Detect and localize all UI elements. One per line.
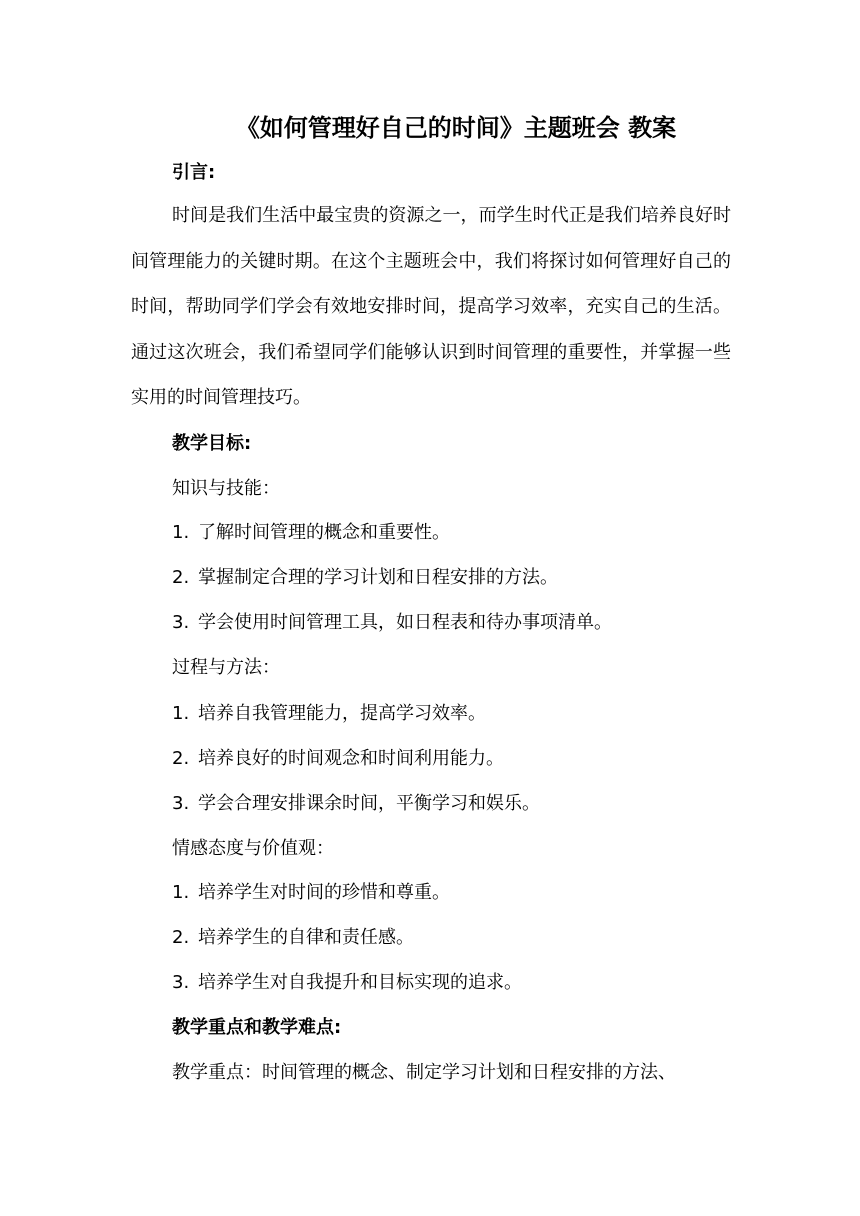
list-item [172,789,540,819]
list-number: 2. [172,927,190,948]
list-text: 了解时间管理的概念和重要性。 [198,522,450,543]
list-number: 2. [172,748,190,769]
list-number: 1. [172,703,190,724]
key-points-heading: 教学重点和教学难点: [172,1017,342,1038]
list-number: 1. [172,522,190,543]
list-text: 培养良好的时间观念和时间利用能力。 [198,748,504,769]
intro-paragraph: 时间是我们生活中最宝贵的资源之一，而学生时代正是我们培养良好时间管理能力的关键时期。在这个主题班会中，我们将探讨如何管理好自己的时间，帮助同学们学会有效地安排时间，提高学习效率，充实自己的生活。通过这次班会，我们希望同学们能够认识到时间管理的重要性，并掌握一些实用的时间管理技巧。 [131,205,731,408]
list-text: 学会使用时间管理工具，如日程表和待办事项清单。 [198,612,612,633]
list-number: 3. [172,793,190,814]
knowledge-label: 知识与技能： [172,478,280,499]
objectives-heading: 教学目标: [172,433,252,454]
list-item [172,744,504,774]
list-text: 培养学生对时间的珍惜和尊重。 [198,882,450,903]
list-text: 培养学生的自律和责任感。 [198,927,414,948]
list-number: 3. [172,612,190,633]
list-number: 1. [172,882,190,903]
list-number: 3. [172,972,190,993]
list-item [172,563,558,593]
list-text: 掌握制定合理的学习计划和日程安排的方法。 [198,567,558,588]
document-title: 《如何管理好自己的时间》主题班会 教案 [235,114,677,142]
key-points-text: 教学重点：时间管理的概念、制定学习计划和日程安排的方法、 [172,1062,676,1083]
values-label: 情感态度与价值观： [172,838,334,859]
list-text: 学会合理安排课余时间，平衡学习和娱乐。 [198,793,540,814]
list-item [172,518,450,548]
intro-heading: 引言: [172,162,216,183]
list-text: 培养自我管理能力，提高学习效率。 [198,703,486,724]
list-item [172,968,522,998]
list-text: 培养学生对自我提升和目标实现的追求。 [198,972,522,993]
list-number: 2. [172,567,190,588]
list-item [172,608,612,638]
process-label: 过程与方法： [172,657,280,678]
list-item [172,878,450,908]
list-item [172,923,414,953]
list-item [172,699,486,729]
